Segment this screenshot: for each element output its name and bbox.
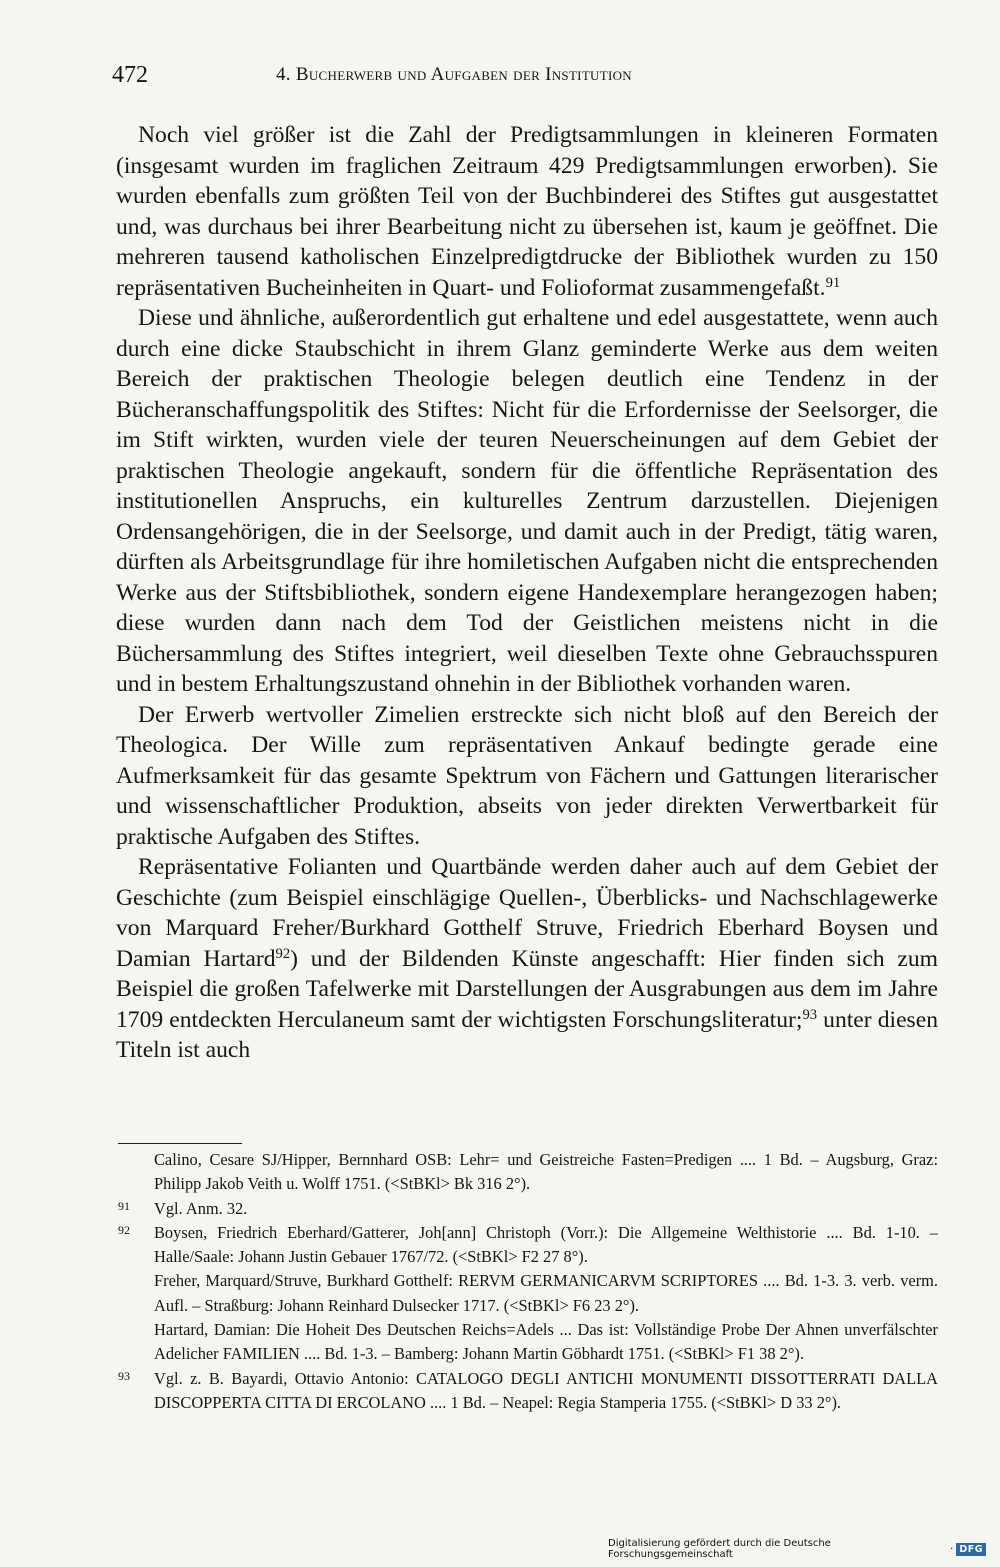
footnote-separator — [118, 1143, 242, 1144]
page-header — [112, 62, 938, 92]
paragraph-2: Diese und ähnliche, außerordentlich gut erhaltene und edel ausgestattete, wenn auch durch eine dicke Staubschicht in ihrem Glanz geminderte Werke aus dem weiten Bereich der praktischen Theologie belegen deutlich eine Tendenz in der Bücheranschaffungspolitik des Stiftes: Nicht für die Erfordernisse der Seelsorger, die im Stift wirkten, wurden viele der teuren Neuerscheinungen auf dem Gebiet der praktischen Theologie angekauft, sondern für die öffentliche Repräsentation des institutionellen Anspruchs, ein kulturelles Zentrum darzustellen. Diejenigen Ordensangehörigen, die in der Seelsorge, und damit auch in der Predigt, tätig waren, dürften als Arbeitsgrundlage für ihre homiletischen Aufgaben nicht die entsprechenden Werke aus der Stiftsbibliothek, sondern eigene Handexemplare herangezogen haben; diese wurden dann nach dem Tod der Geistlichen meistens nicht in die Büchersammlung des Stiftes integriert, weil dieselben Texte ohne Gebrauchsspuren und in bestem Erhaltungszustand ohnehin in der Bibliothek vorhanden waren. — [116, 305, 938, 697]
dfg-logo-icon: DFG — [956, 1543, 986, 1556]
paragraph-4-text-c: unter diesen Titeln ist auch — [116, 1006, 938, 1063]
footnote-92-text: Boysen, Friedrich Eberhard/Gatterer, Joh[ann] Christoph (Vorr.): Die Allgemeine Welthistorie .... Bd. 1-10. – Halle/Saale: Johann Justin Gebauer 1767/72. (<StBKl> F2 27 8°). — [154, 1222, 938, 1267]
footnote-mark-92: 92 — [118, 1222, 130, 1237]
page-number: 472 — [112, 62, 148, 88]
credit-text: Digitalisierung gefördert durch die Deutsche Forschungsgemeinschaft — [608, 1538, 831, 1560]
paragraph-1-text: Noch viel größer ist die Zahl der Predigtsammlungen in kleineren Formaten (insgesamt wurden im fraglichen Zeitraum 429 Predigtsammlungen erworben). Sie wurden ebenfalls zum größten Teil von der Buchbinderei des Stiftes gut ausgestattet und, was durchaus bei ihrer Bearbeitung nicht zu übersehen ist, kaum je geöffnet. Die mehreren tausend katholischen Einzelpredigtdrucke der Bibliothek wurden zu 150 repräsentativen Bucheinheiten in Quart- und Folioformat zusammengefaßt. — [116, 122, 938, 301]
paragraph-1 — [116, 120, 938, 303]
footnotes — [118, 1148, 938, 1415]
footnote-carryover: Calino, Cesare SJ/Hipper, Bernnhard OSB: Lehr= und Geistreiche Fasten=Predigen .... 1 Bd. – Augsburg, Graz: Philipp Jakob Veith u. Wolff 1751. (<StBKl> Bk 316 2°). — [154, 1150, 938, 1194]
credit-separator: · — [946, 1543, 954, 1555]
footnote-mark-93: 93 — [118, 1368, 130, 1383]
digitization-credit — [608, 1538, 986, 1560]
paragraph-4 — [116, 852, 938, 1066]
footnote-ref-92[interactable]: 92 — [275, 945, 291, 962]
footnote-ref-91[interactable]: 91 — [825, 274, 841, 291]
footnote-91 — [118, 1197, 938, 1221]
footnote-91-text: Vgl. Anm. 32. — [154, 1198, 248, 1218]
footnote-93 — [118, 1367, 938, 1416]
footnote-92-continuation-1: Freher, Marquard/Struve, Burkhard Gotthelf: RERVM GERMANICARVM SCRIPTORES .... Bd. 1-3. 3. verb. verm. Aufl. – Straßburg: Johann Reinhard Dulsecker 1717. (<StBKl> F6 23 2°). — [154, 1271, 938, 1315]
paragraph-3: Der Erwerb wertvoller Zimelien erstreckte sich nicht bloß auf den Bereich der Theologica. Der Wille zum repräsentativen Ankauf bedingte gerade eine Aufmerksamkeit für das gesamte Spektrum von Fächern und Gattungen literarischer und wissenschaftlicher Produktion, abseits von jeder direkten Verwertbarkeit für praktische Aufgaben des Stiftes. — [116, 701, 938, 850]
footnote-ref-93[interactable]: 93 — [802, 1006, 818, 1023]
main-text — [116, 120, 938, 1066]
footnote-92 — [118, 1221, 938, 1270]
paragraph-4-text-b: ) und der Bildenden Künste angeschafft: Hier finden sich zum Beispiel die großen Tafelwerke mit Darstellungen der Ausgrabungen aus dem im Jahre 1709 entdeckten Herculaneum samt der wichtigsten Forschungsliteratur; — [116, 945, 938, 1033]
paragraph-4-text-a: Repräsentative Folianten und Quartbände werden daher auch auf dem Gebiet der Geschichte (zum Beispiel einschlägige Quellen-, Überblicks- und Nachschlagewerke von Marquard Freher/Burkhard Gotthelf Struve, Friedrich Eberhard Boysen und Damian Hartard — [116, 854, 938, 972]
footnote-92-continuation-2: Hartard, Damian: Die Hoheit Des Deutschen Reichs=Adels ... Das ist: Vollständige Probe Der Ahnen unverfälschter Adelicher FAMILIEN .... Bd. 1-3. – Bamberg: Johann Martin Göbhardt 1751. (<StBKl> F1 38 2°). — [154, 1320, 938, 1364]
footnote-mark-91: 91 — [118, 1198, 130, 1213]
footnote-93-text: Vgl. z. B. Bayardi, Ottavio Antonio: CATALOGO DEGLI ANTICHI MONUMENTI DISSOTTERRATI DALLA DISCOPPERTA CITTA DI ERCOLANO .... 1 Bd. – Neapel: Regia Stamperia 1755. (<StBKl> D 33 2°). — [154, 1368, 938, 1412]
running-title: 4. Bucherwerb und Aufgaben der Institution — [276, 64, 632, 85]
